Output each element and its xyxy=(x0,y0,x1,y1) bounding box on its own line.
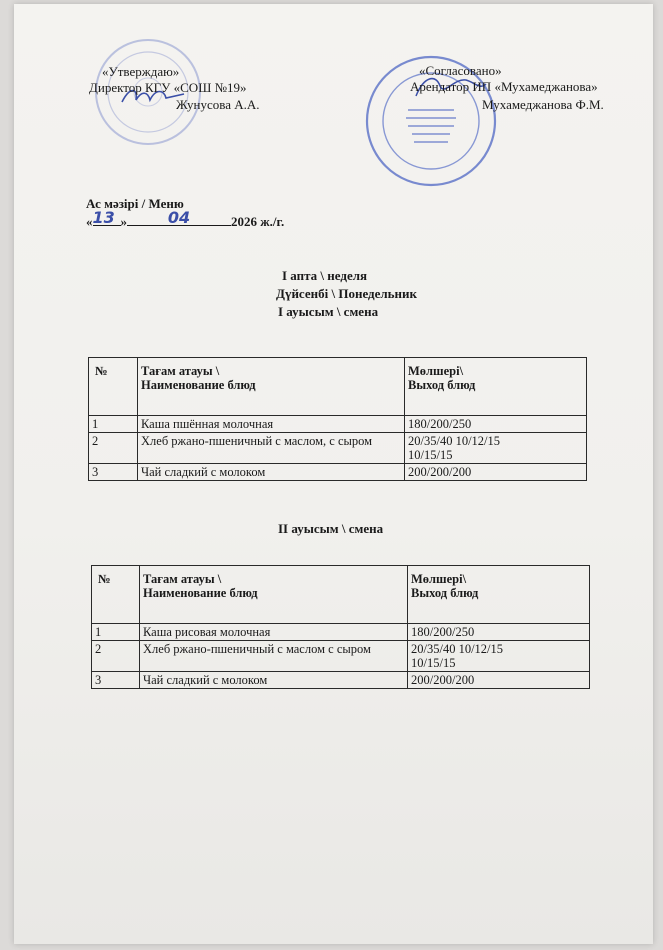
row-num: 1 xyxy=(92,624,140,641)
date-open-quote: « xyxy=(86,214,93,229)
header-name xyxy=(138,358,405,416)
header-name xyxy=(140,566,408,624)
row-output-line1: 20/35/40 10/12/15 xyxy=(411,642,504,656)
row-dish: Хлеб ржано-пшеничный с маслом с сыром xyxy=(140,641,408,672)
shift-1-menu-table xyxy=(88,357,587,481)
date-close-quote: » xyxy=(120,214,127,229)
table-row xyxy=(89,416,587,433)
header-output xyxy=(405,358,587,416)
table-row xyxy=(92,641,590,672)
header-output xyxy=(408,566,590,624)
date-day: 13 xyxy=(93,210,121,226)
shift-1-label: I ауысым \ смена xyxy=(278,304,379,319)
row-dish: Чай сладкий с молоком xyxy=(138,464,405,481)
day-label: Дүйсенбі \ Понедельник xyxy=(276,286,418,301)
row-dish: Каша пшённая молочная xyxy=(138,416,405,433)
row-dish: Чай сладкий с молоком xyxy=(140,672,408,689)
approve-label: «Утверждаю» xyxy=(102,64,180,79)
header-output-ru: Выход блюд xyxy=(408,378,476,392)
row-output xyxy=(405,433,587,464)
header-num: № xyxy=(92,566,140,624)
row-output: 200/200/200 xyxy=(408,672,590,689)
row-output-line1: 20/35/40 10/12/15 xyxy=(408,434,501,448)
row-output: 180/200/250 xyxy=(405,416,587,433)
header-name-kz: Тағам атауы \ xyxy=(143,572,222,586)
row-dish: Каша рисовая молочная xyxy=(140,624,408,641)
table-row xyxy=(92,672,590,689)
header-output-kz: Мөлшері\ xyxy=(411,572,467,586)
week-label: I апта \ неделя xyxy=(282,268,368,283)
row-num: 2 xyxy=(92,641,140,672)
table-row xyxy=(89,464,587,481)
header-output-kz: Мөлшері\ xyxy=(408,364,464,378)
table-header-row xyxy=(89,358,587,416)
row-output-line2: 10/15/15 xyxy=(408,448,453,462)
agreed-label: «Согласовано» xyxy=(419,63,502,78)
table-row xyxy=(92,624,590,641)
row-num: 3 xyxy=(92,672,140,689)
date-month: 04 xyxy=(127,210,231,226)
row-num: 1 xyxy=(89,416,138,433)
director-position: Директор КГУ «СОШ №19» xyxy=(89,80,247,95)
date-year: 2026 ж./г. xyxy=(231,214,285,229)
row-dish: Хлеб ржано-пшеничный с маслом, с сыром xyxy=(138,433,405,464)
row-output xyxy=(408,641,590,672)
row-output-line2: 10/15/15 xyxy=(411,656,456,670)
tenant-name: Мухамеджанова Ф.М. xyxy=(482,97,604,112)
header-output-ru: Выход блюд xyxy=(411,586,479,600)
table-row xyxy=(89,433,587,464)
row-output: 200/200/200 xyxy=(405,464,587,481)
row-num: 3 xyxy=(89,464,138,481)
header-name-ru: Наименование блюд xyxy=(141,378,256,392)
menu-date xyxy=(86,208,285,229)
menu-title: Ас мәзірі / Меню xyxy=(86,196,184,211)
row-output: 180/200/250 xyxy=(408,624,590,641)
header-name-ru: Наименование блюд xyxy=(143,586,258,600)
header-num: № xyxy=(89,358,138,416)
shift-2-label: II ауысым \ смена xyxy=(278,521,384,536)
director-name: Жунусова А.А. xyxy=(176,97,260,112)
row-num: 2 xyxy=(89,433,138,464)
header-name-kz: Тағам атауы \ xyxy=(141,364,220,378)
tenant-position: Арендатор ИП «Мухамеджанова» xyxy=(410,79,598,94)
table-header-row xyxy=(92,566,590,624)
shift-2-menu-table xyxy=(91,565,590,689)
